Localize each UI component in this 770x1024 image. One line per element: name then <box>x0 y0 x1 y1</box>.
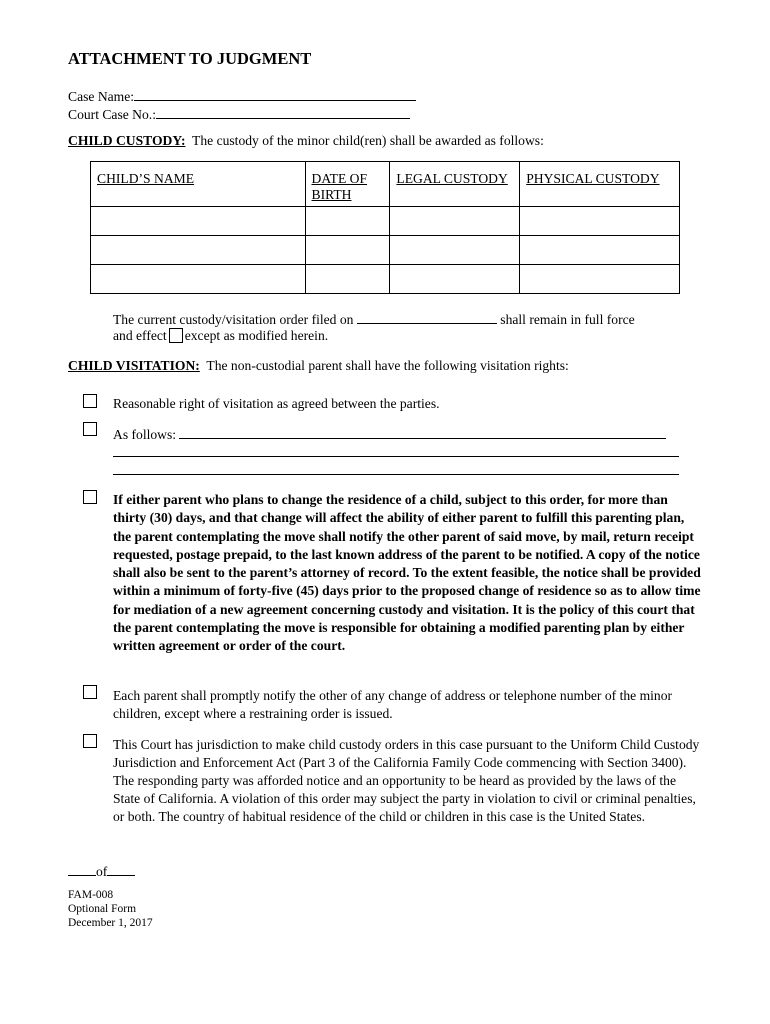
table-row <box>91 236 680 265</box>
page-number: of <box>68 861 135 881</box>
as-follows-checkbox[interactable] <box>83 422 97 436</box>
page-current-field[interactable] <box>68 861 96 876</box>
court-case-field[interactable] <box>156 104 410 119</box>
visitation-heading: CHILD VISITATION: <box>68 358 200 373</box>
as-follows-row <box>113 424 666 444</box>
as-follows-field-line-2[interactable] <box>113 456 679 457</box>
current-order-line-1: The current custody/visitation order filed on shall remain in full force <box>113 309 635 329</box>
jurisdiction-checkbox[interactable] <box>83 734 97 748</box>
form-number: FAM-008 <box>68 889 114 901</box>
as-follows-field-line-3[interactable] <box>113 474 679 475</box>
visitation-intro: The non-custodial parent shall have the following visitation rights: <box>206 358 569 373</box>
notify-change-text: Each parent shall promptly notify the other of any change of address or telephone number of the minor children, except where a restraining order is issued. <box>113 688 673 721</box>
column-header-dob: DATE OF BIRTH <box>305 162 390 207</box>
visitation-heading-row <box>68 357 569 375</box>
column-header-name: CHILD’S NAME <box>91 162 306 207</box>
page-total-field[interactable] <box>107 861 135 876</box>
physical-custody-cell[interactable] <box>520 236 680 265</box>
form-type: Optional Form <box>68 903 137 915</box>
court-case-row <box>68 104 410 124</box>
dob-cell[interactable] <box>305 265 390 294</box>
reasonable-visitation-checkbox[interactable] <box>83 394 97 408</box>
form-date: December 1, 2017 <box>68 917 153 929</box>
notify-change-checkbox[interactable] <box>83 685 97 699</box>
legal-custody-cell[interactable] <box>390 207 520 236</box>
custody-heading-row <box>68 132 544 150</box>
as-follows-field-line-1[interactable] <box>179 424 666 439</box>
as-follows-label: As follows: <box>113 427 177 442</box>
physical-custody-cell[interactable] <box>520 207 680 236</box>
legal-custody-cell[interactable] <box>390 265 520 294</box>
custody-heading: CHILD CUSTODY: <box>68 133 186 148</box>
child-name-cell[interactable] <box>91 236 306 265</box>
column-header-legal: LEGAL CUSTODY <box>390 162 520 207</box>
custody-intro: The custody of the minor child(ren) shall be awarded as follows: <box>192 133 544 148</box>
current-order-line-2: and effect except as modified herein. <box>113 328 329 343</box>
table-row <box>91 265 680 294</box>
physical-custody-cell[interactable] <box>520 265 680 294</box>
dob-cell[interactable] <box>305 236 390 265</box>
table-row <box>91 207 680 236</box>
legal-custody-cell[interactable] <box>390 236 520 265</box>
column-header-physical: PHYSICAL CUSTODY <box>520 162 680 207</box>
case-name-field[interactable] <box>134 86 416 101</box>
dob-cell[interactable] <box>305 207 390 236</box>
custody-table <box>90 161 680 294</box>
order-filed-date-field[interactable] <box>357 309 497 324</box>
case-name-row <box>68 86 416 106</box>
child-name-cell[interactable] <box>91 207 306 236</box>
move-notice-checkbox[interactable] <box>83 490 97 504</box>
custody-table-header <box>91 162 680 207</box>
court-case-label: Court Case No.: <box>68 107 156 122</box>
document-title: ATTACHMENT TO JUDGMENT <box>68 49 312 68</box>
move-notice-text: If either parent who plans to change the residence of a child, subject to this order, for more than thirty (30) days, and that change will affect the ability of either parent to fulfill this parenting plan, the parent contemplating the move shall notify the other parent of said move, by mail, return receipt requested, postage prepaid, to the last known address of the parent to be notified. A copy of the notice shall also be sent to the parent’s attorney of record. To the extent feasible, the notice shall be provided within a minimum of forty-five (45) days prior to the proposed change of residence so as to allow time for mediation of a new agreement concerning custody and visitation. It is the policy of this court that the parent contemplating the move is responsible for obtaining a modified parenting plan by either written agreement or order of the court. <box>113 492 701 654</box>
reasonable-visitation-label: Reasonable right of visitation as agreed between the parties. <box>113 396 440 411</box>
except-modified-checkbox[interactable] <box>169 328 183 343</box>
jurisdiction-text: This Court has jurisdiction to make child custody orders in this case pursuant to the Uniform Child Custody Jurisdiction and Enforcement Act (Part 3 of the California Family Code commencing with Section 3400). The responding party was afforded notice and an opportunity to be heard as provided by the laws of the State of California. A violation of this order may subject the party in violation to civil or criminal penalties, or both. The country of habitual residence of the child or children in this case is the United States. <box>113 737 700 824</box>
child-name-cell[interactable] <box>91 265 306 294</box>
case-name-label: Case Name: <box>68 89 135 104</box>
